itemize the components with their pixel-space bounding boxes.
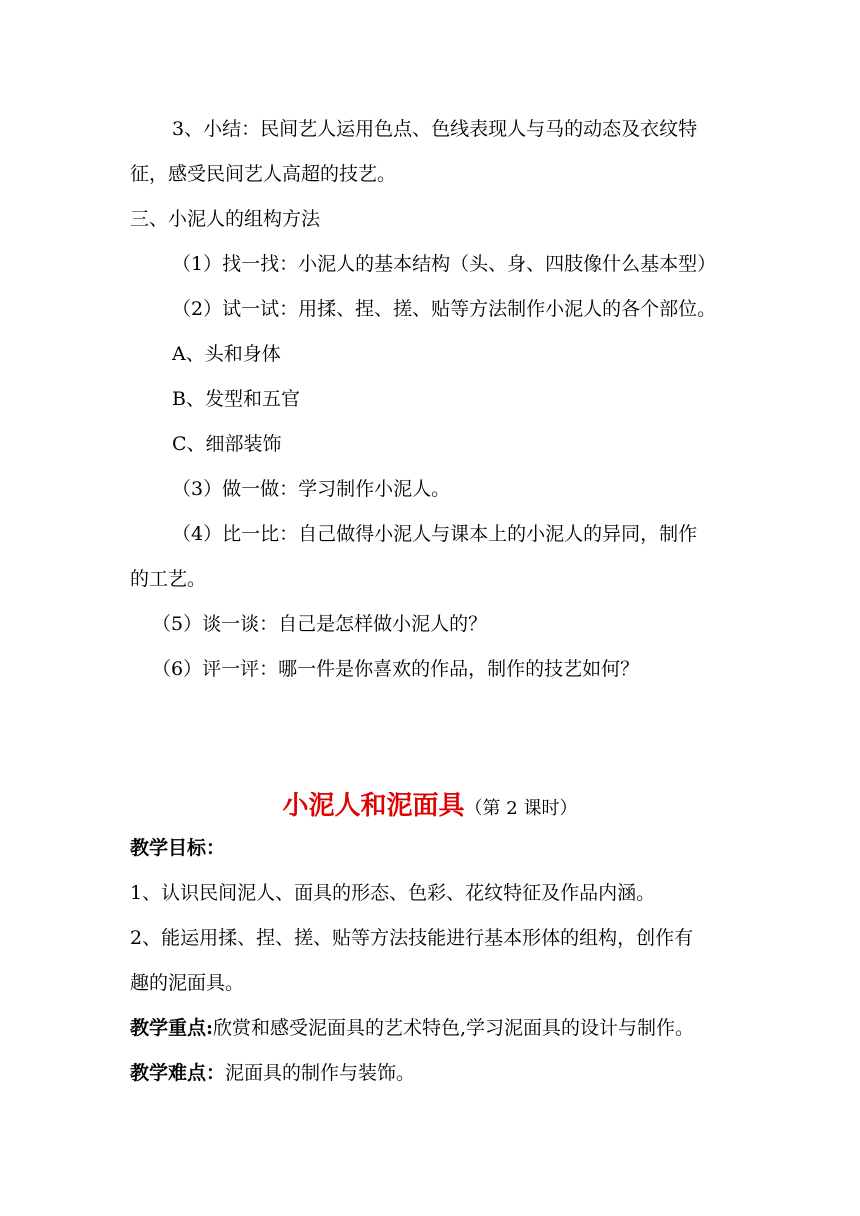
difficulty-label: 教学难点： <box>130 1062 226 1084</box>
substep-a: A、头和身体 <box>172 343 281 365</box>
substep-b: B、发型和五官 <box>172 388 300 410</box>
step-evaluate: （6）评一评：哪一件是你喜欢的作品，制作的技艺如何？ <box>152 658 640 680</box>
lesson-title-sub: （第 2 课时） <box>464 798 578 819</box>
difficulty <box>130 1061 415 1085</box>
key-point-label: 教学重点: <box>130 1017 214 1039</box>
section-heading: 三、小泥人的组构方法 <box>130 208 321 230</box>
objectives-label: 教学目标： <box>130 837 226 859</box>
difficulty-text: 泥面具的制作与装饰。 <box>225 1062 416 1084</box>
step-compare: （4）比一比：自己做得小泥人与课本上的小泥人的异同，制作 <box>172 523 698 545</box>
lesson-title <box>0 789 860 826</box>
step-discuss: （5）谈一谈：自己是怎样做小泥人的？ <box>152 613 488 635</box>
summary-line-1: 3、小结：民间艺人运用色点、色线表现人与马的动态及衣纹特 <box>172 118 698 140</box>
key-point-text: 欣赏和感受泥面具的艺术特色,学习泥面具的设计与制作。 <box>213 1017 695 1039</box>
objective-2: 2、能运用揉、捏、搓、贴等方法技能进行基本形体的组构，创作有 <box>130 927 694 949</box>
objective-2-cont: 趣的泥面具。 <box>130 972 245 994</box>
step-try: （2）试一试：用揉、捏、搓、贴等方法制作小泥人的各个部位。 <box>172 298 717 320</box>
lesson-title-main: 小泥人和泥面具 <box>282 791 465 821</box>
step-make: （3）做一做：学习制作小泥人。 <box>172 478 451 500</box>
substep-c: C、细部装饰 <box>172 433 282 455</box>
objective-1: 1、认识民间泥人、面具的形态、色彩、花纹特征及作品内涵。 <box>130 882 656 904</box>
step-find: （1）找一找：小泥人的基本结构（头、身、四肢像什么基本型） <box>172 253 717 275</box>
step-compare-cont: 的工艺。 <box>130 568 207 590</box>
key-point <box>130 1016 694 1040</box>
summary-line-2: 征，感受民间艺人高超的技艺。 <box>130 163 397 185</box>
